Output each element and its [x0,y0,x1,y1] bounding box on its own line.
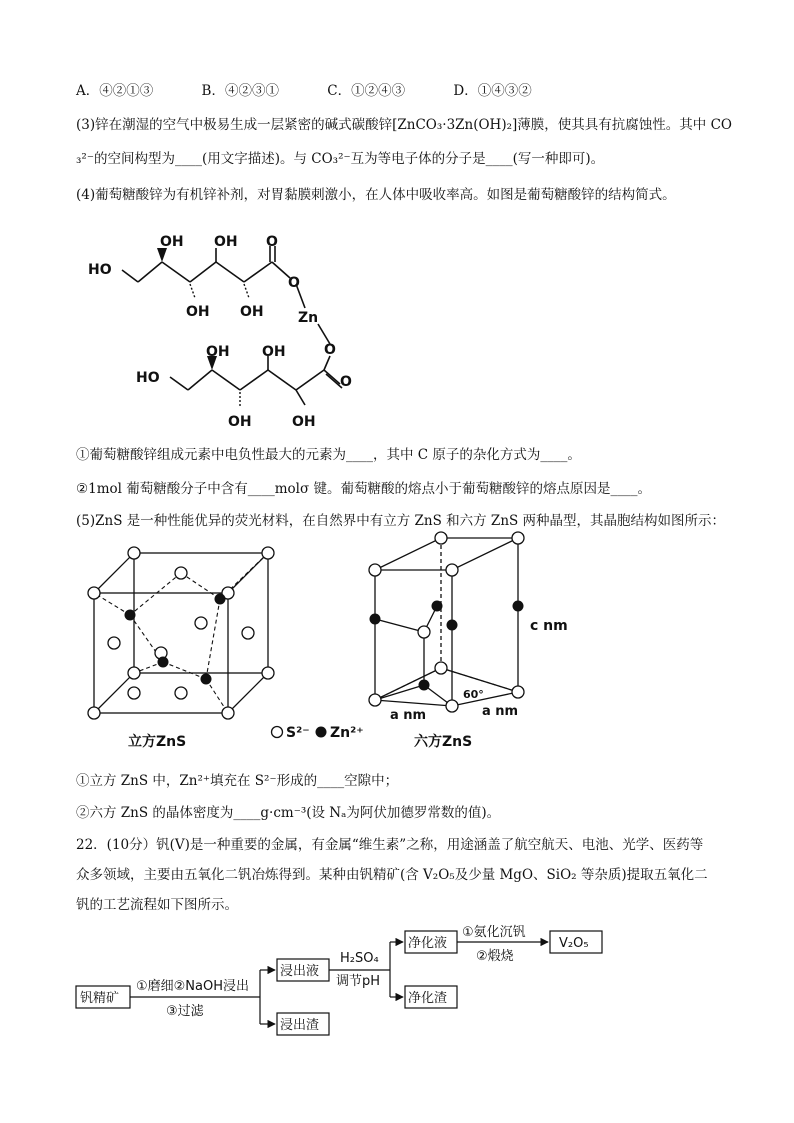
angle-label: 60° [463,688,484,701]
o-label: O [288,275,300,291]
q5-intro: (5)ZnS 是一种性能优异的荧光材料，在自然界中有立方 ZnS 和六方 ZnS 两种晶型，其晶胞结构如图所示： [76,513,726,529]
q22-line1: 22．(10分）钒(V)是一种重要的金属，有金属“维生素”之称，用途涵盖了航空航天、电池、光学、医药等 [76,837,704,853]
product-label: V₂O₅ [559,936,589,951]
acid-label: H₂SO₄ [340,951,379,966]
o-label: O [324,342,336,358]
q5-item2: ②六方 ZnS 的晶体密度为____g·cm⁻³(设 Nₐ为阿伏加德罗常数的值)。 [76,805,501,821]
oh-label: OH [262,344,286,360]
q22-line2: 众多领域，主要由五氧化二钒冶炼得到。某种由钒精矿(含 V₂O₅及少量 MgO、SiO₂ 等杂质)提取五氧化二 [76,867,708,883]
purified-liquid-label: 净化液 [408,936,448,951]
choice-a: A．④②①③ [76,83,154,99]
q3-line1: (3)锌在潮湿的空气中极易生成一层紧密的碱式碳酸锌[ZnCO₃·3Zn(OH)₂]薄膜，使其具有抗腐蚀性。其中 CO [76,117,732,133]
q4-intro: (4)葡萄糖酸锌为有机锌补剂，对胃黏膜刺激小，在人体中吸收率高。如图是葡萄糖酸锌的结构简式。 [76,187,676,203]
oh-label: OH [228,414,252,430]
adjust-ph-label: 调节pH [336,974,381,989]
o-label: O [266,234,278,250]
choice-c: C．①②④③ [327,83,406,99]
oh-label: OH [240,304,264,320]
legend-zn-label: Zn²⁺ [330,725,364,741]
a-dimension-label: a nm [390,708,427,723]
zn-label: Zn [298,310,319,326]
choice-d: D．①④③② [453,83,532,99]
step1-bottom-label: ③过滤 [166,1004,204,1019]
oh-label: OH [292,414,316,430]
ore-label: 钒精矿 [80,991,120,1006]
legend-s-label: S²⁻ [286,725,310,741]
step3-top-label: ①氨化沉钒 [462,925,526,940]
step1-top-label: ①磨细②NaOH浸出 [136,979,250,994]
leach-residue-label: 浸出渣 [280,1018,320,1033]
q4-item1: ①葡萄糖酸锌组成元素中电负性最大的元素为____，其中 C 原子的杂化方式为____。 [76,447,581,463]
a-dimension-label: a nm [482,704,519,719]
purified-residue-label: 净化渣 [408,991,448,1006]
o-label: O [340,374,352,390]
q4-item2: ②1mol 葡萄糖酸分子中含有____molσ 键。葡萄糖酸的熔点小于葡萄糖酸锌的熔点原因是____。 [76,481,651,497]
c-dimension-label: c nm [530,618,568,634]
step3-bottom-label: ②煅烧 [476,949,514,964]
hex-zns-label: 六方ZnS [414,734,473,750]
ho-label: HO [136,370,160,386]
choice-b: B．④②③① [201,83,279,99]
oh-label: OH [160,234,184,250]
cubic-zns-label: 立方ZnS [128,734,187,750]
ho-label: HO [88,262,112,278]
q5-item1: ①立方 ZnS 中，Zn²⁺填充在 S²⁻形成的____空隙中； [76,773,399,789]
leach-liquid-label: 浸出液 [280,964,320,979]
oh-label: OH [214,234,238,250]
oh-label: OH [186,304,210,320]
oh-label: OH [206,344,230,360]
q3-line2: ₃²⁻的空间构型为____(用文字描述)。与 CO₃²⁻互为等电子体的分子是____(写一种即可)。 [76,151,605,167]
q22-line3: 钒的工艺流程如下图所示。 [76,897,238,913]
